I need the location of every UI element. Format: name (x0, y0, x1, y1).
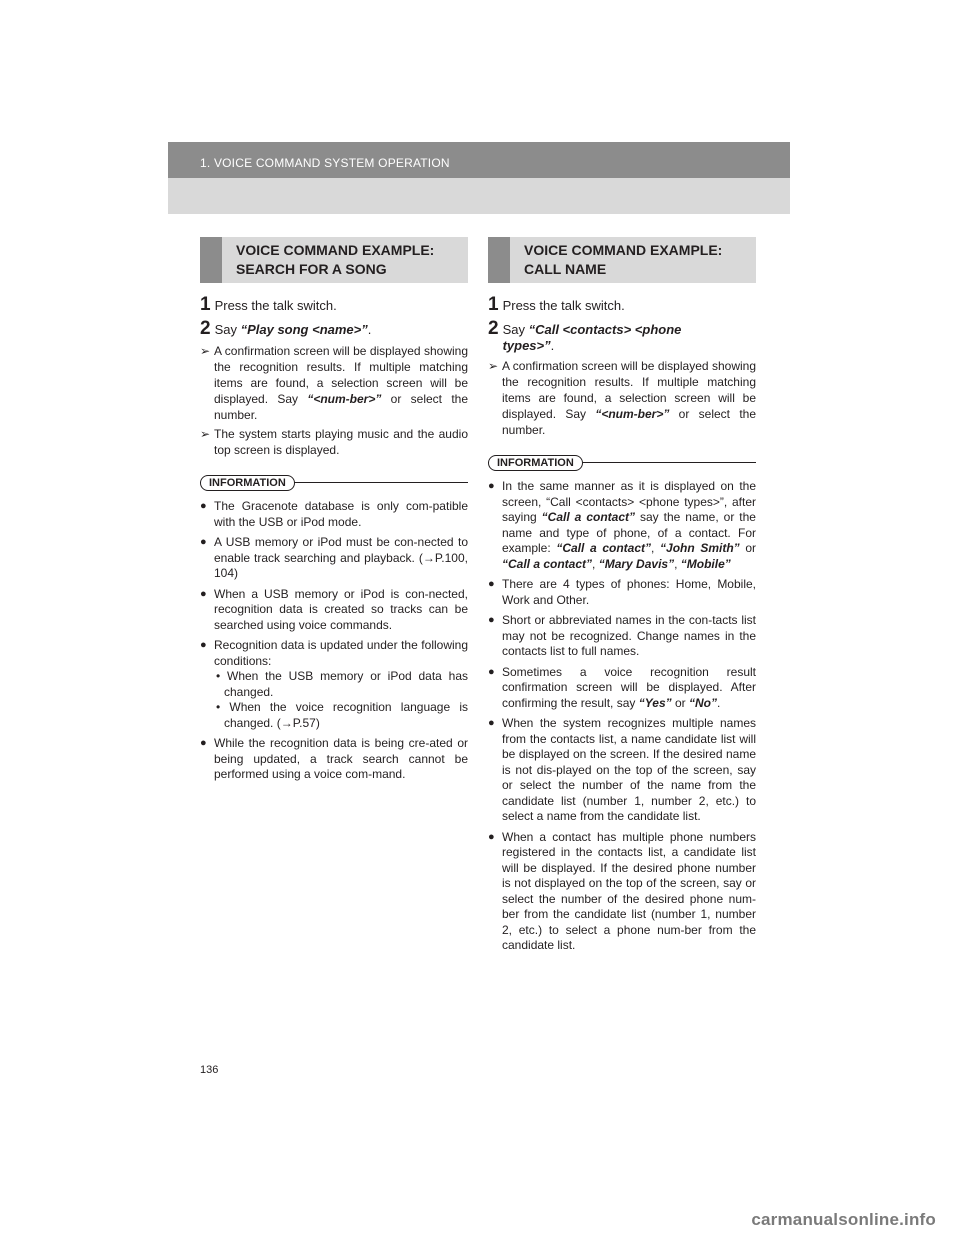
info-item: ● When a contact has multiple phone numbers registered in the contacts list, a candidate list will be displayed. If the desired phone number is not displayed on the top of the screen, say or select the number of the desired phone num-ber from the candidate list (number 1, number 2, etc.) to select a phone num-ber from the candidate list. (488, 829, 756, 952)
left-bullet-2: ➢ The system starts playing music and the audio top screen is displayed. (200, 427, 468, 457)
right-column (488, 237, 756, 959)
dot-icon: ● (200, 500, 207, 512)
left-section-header (200, 237, 468, 283)
dot-icon: ● (488, 665, 495, 678)
right-section-header (488, 237, 756, 283)
dot-icon: ● (488, 717, 495, 729)
left-section-title (236, 241, 434, 279)
information-label: INFORMATION (488, 455, 583, 471)
step-number: 2 (200, 318, 211, 339)
step-text: Press the talk switch. (502, 298, 625, 313)
bullet-mark: ➢ (200, 427, 211, 441)
left-step-1 (200, 295, 468, 315)
right-section-title (524, 241, 722, 279)
step-number: 1 (488, 294, 499, 315)
dot-icon: ● (488, 480, 495, 492)
section-title: 1. VOICE COMMAND SYSTEM OPERATION (200, 156, 450, 170)
info-item: ● The Gracenote database is only com-patible with the USB or iPod mode. (200, 499, 468, 529)
sub-bullet: • When the voice recognition language is changed. (→P.57) (216, 700, 468, 730)
right-step-1 (488, 295, 756, 315)
info-item: ● Short or abbreviated names in the con-tacts list may not be recognized. Change names in the contacts list to full names. (488, 613, 756, 658)
dot-icon: ● (200, 737, 207, 749)
left-title-line1: VOICE COMMAND EXAMPLE: (236, 242, 435, 258)
watermark-link[interactable]: carmanualsonline.info (751, 1210, 936, 1229)
step-text: Say “Play song <name>”. (214, 322, 372, 337)
info-item: ● In the same manner as it is displayed on the screen, “Call <contacts> <phone types>”, after saying “Call a contact” say the name, or the name and type of phone, of a contact. For example: “Call a contact”, “John Smith” or “Call a contact”, “Mary Davis”, “Mobile” (488, 479, 756, 571)
left-bullet-1: ➢ A confirmation screen will be displayed showing the recognition results. If multiple matching items are found, a selection screen will be displayed. Say “<num-ber>” or select the number. (200, 344, 468, 422)
right-step-2 (488, 319, 756, 354)
info-item: ● There are 4 types of phones: Home, Mobile, Work and Other. (488, 577, 756, 607)
left-title-line2: SEARCH FOR A SONG (236, 261, 387, 277)
step-number: 1 (200, 294, 211, 315)
step-text: Press the talk switch. (214, 298, 337, 313)
bullet-mark: ➢ (488, 359, 499, 373)
dot-icon: ● (488, 830, 495, 843)
dot-icon: ● (488, 578, 495, 590)
bullet-mark: ➢ (200, 344, 211, 358)
info-item: ● Recognition data is updated under the following conditions: • When the USB memory or iPod data has changed. • When the voice recognition language is changed. (→P.57) (200, 638, 468, 730)
left-column (200, 237, 468, 788)
dot-icon: ● (200, 536, 207, 548)
right-bullet-1: ➢ A confirmation screen will be displayed showing the recognition results. If multiple matching items are found, a selection screen will be displayed. Say “<num-ber>” or select the number. (488, 359, 756, 437)
information-label: INFORMATION (200, 475, 295, 491)
info-item: ● When the system recognizes multiple names from the contacts list, a name candidate list will be displayed on the screen. If the desired name is not dis-played on the top of the screen, say or select the number of the name from the candidate list (number 1, number 2, etc.) to select a name from the candidate list. (488, 716, 756, 823)
info-item: ● While the recognition data is being cre-ated or being updated, a track search cannot be performed using a voice com-mand. (200, 736, 468, 781)
sub-bullet: • When the USB memory or iPod data has changed. (216, 669, 468, 699)
right-title-line2: CALL NAME (524, 261, 607, 277)
right-title-line1: VOICE COMMAND EXAMPLE: (524, 242, 723, 258)
info-item: ● When a USB memory or iPod is con-nected, recognition data is created so tracks can be searched using voice commands. (200, 586, 468, 632)
section-header-bar (200, 237, 222, 283)
section-header-bar (488, 237, 510, 283)
page-number: 136 (200, 1064, 219, 1076)
step-number: 2 (488, 318, 499, 339)
dot-icon: ● (488, 614, 495, 626)
info-item: ● A USB memory or iPod must be con-nected to enable track searching and playback. (→P.100, 104) (200, 535, 468, 580)
dot-icon: ● (200, 587, 207, 600)
info-item: ● Sometimes a voice recognition result confirmation screen will be displayed. After confirming the result, say “Yes” or “No”. (488, 664, 756, 710)
step-text: Say “Call <contacts> <phone types>”. (502, 322, 682, 353)
left-step-2 (200, 319, 468, 339)
dot-icon: ● (200, 639, 207, 651)
